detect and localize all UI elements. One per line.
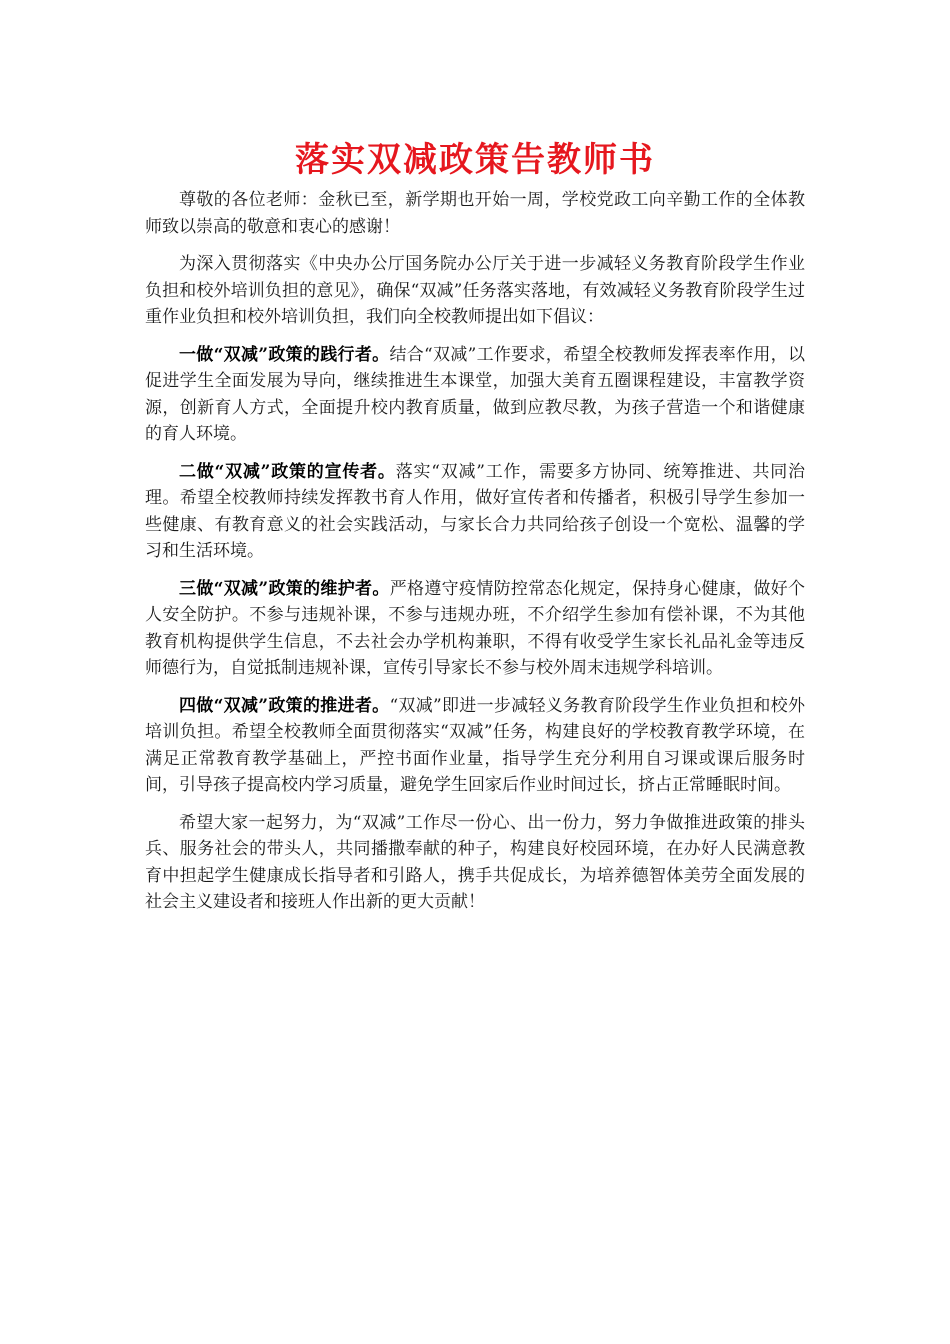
paragraph-lead: 二做“双减”政策的宣传者。: [179, 461, 396, 482]
paragraph-lead: 四做“双减”政策的推进者。: [179, 695, 390, 716]
proposal-paragraph-2: [145, 459, 805, 565]
paragraph-text: 严格遵守疫情防控常态化规定，保持身心健康，做好个人安全防护。不参与违规补课，不参与违规办班，不介绍学生参加有偿补课，不为其他教育机构提供学生信息，不去社会办学机构兼职，不得有收受学生家长礼品礼金等违反师德行为，自觉抵制违规补课，宣传引导家长不参与校外周末违规学科培训。: [145, 578, 805, 678]
paragraph-text: 结合“双减”工作要求，希望全校教师发挥表率作用，以促进学生全面发展为导向，继续推进生本课堂，加强大美育五圈课程建设，丰富教学资源，创新育人方式，全面提升校内教育质量，做到应教尽教，为孩子营造一个和谐健康的育人环境。: [145, 344, 805, 444]
document-title: 落实双减政策告教师书: [295, 140, 655, 180]
paragraph-text: “双减”即进一步减轻义务教育阶段学生作业负担和校外培训负担。希望全校教师全面贯彻落实“双减”任务，构建良好的学校教育教学环境，在满足正常教育教学基础上，严控书面作业量，指导学生充分利用自习课或课后服务时间，引导孩子提高校内学习质量，避免学生回家后作业时间过长，挤占正常睡眠时间。: [145, 695, 805, 795]
proposal-paragraph-4: [145, 693, 805, 799]
paragraph-lead: 三做“双减”政策的维护者。: [179, 578, 390, 599]
paragraph-lead: 一做“双减”政策的践行者。: [179, 344, 390, 365]
paragraph-text: 落实“双减”工作，需要多方协同、统筹推进、共同治理。希望全校教师持续发挥教书育人作用，做好宣传者和传播者，积极引导学生参加一些健康、有教育意义的社会实践活动，与家长合力共同给孩子创设一个宽松、温馨的学习和生活环境。: [145, 461, 805, 561]
closing-paragraph: [145, 810, 805, 916]
proposal-paragraph-1: [145, 342, 805, 448]
paragraph-text: 尊敬的各位老师：金秋已至，新学期也开始一周，学校党政工向辛勤工作的全体教师致以崇高的敬意和衷心的感谢！: [145, 190, 805, 237]
paragraph-text: 为深入贯彻落实《中央办公厅国务院办公厅关于进一步减轻义务教育阶段学生作业负担和校外培训负担的意见》，确保“双减”任务落实落地，有效减轻义务教育阶段学生过重作业负担和校外培训负担，我们向全校教师提出如下倡议：: [145, 254, 805, 327]
document-body: [145, 187, 805, 927]
greeting-paragraph: [145, 187, 805, 240]
proposal-paragraph-3: [145, 576, 805, 682]
paragraph-text: 希望大家一起努力，为“双减”工作尽一份心、出一份力，努力争做推进政策的排头兵、服务社会的带头人，共同播撒奉献的种子，构建良好校园环境，在办好人民满意教育中担起学生健康成长指导者和引路人，携手共促成长，为培养德智体美劳全面发展的社会主义建设者和接班人作出新的更大贡献！: [145, 812, 805, 912]
intro-paragraph: [145, 251, 805, 331]
